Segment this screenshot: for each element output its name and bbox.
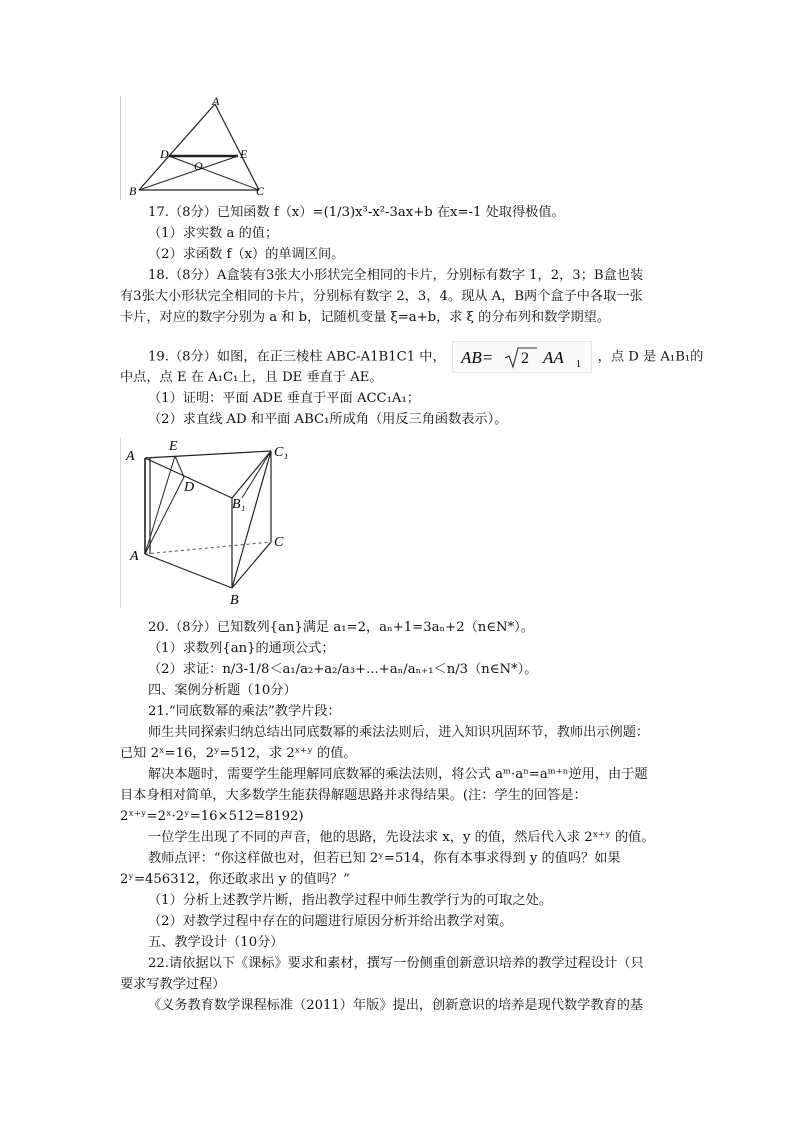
point-label-o: O bbox=[194, 159, 203, 173]
formula-sub: 1 bbox=[575, 359, 581, 370]
prism-figure bbox=[118, 436, 293, 608]
q17-part2: （2）求函数 f（x）的单调区间。 bbox=[148, 247, 345, 262]
triangle-figure bbox=[118, 92, 278, 200]
formula-root: 2 bbox=[520, 350, 529, 367]
q21-p2b: 目本身相对简单，大多数学生能获得解题思路并求得结果。(注：学生的回答是： bbox=[120, 788, 587, 803]
q18-line1: 18.（8分）A盒装有3张大小形状完全相同的卡片，分别标有数字 1，2，3；B盒也装 bbox=[148, 268, 644, 283]
q19-line2: 中点，点 E 在 A₁C₁上，且 DE 垂直于 AE。 bbox=[120, 370, 383, 385]
formula-rhs: AA bbox=[542, 348, 564, 367]
q21-p4a: 教师点评：“你这样做也对，但若已知 2ʸ=514，你有本事求得到 y 的值吗？如果 bbox=[148, 851, 621, 866]
q21-p4b: 2ʸ=456312，你还敢求出 y 的值吗？” bbox=[120, 872, 350, 887]
q17-part1: （1）求实数 a 的值； bbox=[148, 226, 279, 241]
q22-line2: 要求写教学过程） bbox=[120, 977, 226, 992]
q20-part2: （2）求证：n/3-1/8＜a₁/a₂+a₂/a₃+...+aₙ/aₙ₊₁＜n/3（n∈N*）。 bbox=[148, 662, 538, 677]
q19-part1: （1）证明：平面 ADE 垂直于平面 ACC₁A₁； bbox=[148, 391, 420, 406]
q19-stem-post: ，点 D 是 A₁B₁的 bbox=[597, 349, 704, 365]
q22-line3: 《义务教育数学课程标准（2011）年版》提出，创新意识的培养是现代数学教育的基 bbox=[148, 998, 644, 1013]
prism-label-a1: A bbox=[126, 449, 135, 464]
q21-part2: （2）对教学过程中存在的问题进行原因分析并给出教学对策。 bbox=[148, 914, 513, 929]
formula-lhs: AB= bbox=[460, 348, 493, 367]
section5-heading: 五、教学设计（10分） bbox=[148, 935, 284, 950]
point-label-b: B bbox=[129, 184, 137, 198]
point-label-c: C bbox=[256, 184, 265, 198]
q21-p1a: 师生共同探索归纳总结出同底数幂的乘法法则后，进入知识巩固环节，教师出示例题： bbox=[148, 725, 650, 740]
q20-part1: （1）求数列{an}的通项公式； bbox=[148, 641, 335, 656]
q19-stem-pre: 19.（8分）如图，在正三棱柱 ABC-A1B1C1 中， bbox=[148, 349, 446, 365]
q17-stem: 17.（8分）已知函数 f（x）=(1/3)x³-x²-3ax+b 在x=-1 处取得极值。 bbox=[148, 205, 565, 220]
point-label-a: A bbox=[212, 94, 220, 108]
q21-p3: 一位学生出现了不同的声音，他的思路，先设法求 x，y 的值，然后代入求 2ˣ⁺ʸ 的值。 bbox=[148, 830, 655, 845]
prism-label-a: A bbox=[130, 549, 139, 564]
q18-line3: 卡片，对应的数字分别为 a 和 b，记随机变量 ξ=a+b，求 ξ 的分布列和数学期望。 bbox=[120, 310, 611, 325]
q20-stem: 20.（8分）已知数列{an}满足 a₁=2，aₙ+1=3aₙ+2（n∈N*）。 bbox=[148, 620, 534, 635]
q18-line2: 有3张大小形状完全相同的卡片，分别标有数字 2，3，4。现从 A，B两个盒子中各取一张 bbox=[120, 289, 643, 304]
q19-part2: （2）求直线 AD 和平面 ABC₁所成角（用反三角函数表示）。 bbox=[148, 412, 508, 427]
q21-p2a: 解决本题时，需要学生能理解同底数幂的乘法法则，将公式 aᵐ·aⁿ=aᵐ⁺ⁿ逆用，由于题 bbox=[148, 767, 648, 782]
q19-formula-image bbox=[452, 341, 592, 373]
q22-line1: 22.请依据以下《课标》要求和素材，撰写一份侧重创新意识培养的教学过程设计（只 bbox=[148, 956, 644, 971]
prism-label-d: D bbox=[184, 480, 195, 495]
q21-title: 21.“同底数幂的乘法”教学片段： bbox=[148, 704, 341, 719]
prism-label-c1: C₁ bbox=[274, 445, 289, 460]
prism-label-b1: B₁ bbox=[232, 497, 246, 512]
prism-label-e: E bbox=[169, 439, 178, 454]
prism-label-b: B bbox=[230, 593, 239, 608]
point-label-d: D bbox=[160, 147, 169, 161]
point-label-e: E bbox=[240, 147, 248, 161]
q21-part1: （1）分析上述教学片断，指出教学过程中师生教学行为的可取之处。 bbox=[148, 893, 553, 908]
prism-label-c: C bbox=[274, 535, 284, 550]
q21-p1b: 已知 2ˣ=16，2ʸ=512，求 2ˣ⁺ʸ 的值。 bbox=[120, 746, 357, 761]
q21-p2c: 2ˣ⁺ʸ=2ˣ·2ʸ=16×512=8192) bbox=[120, 809, 304, 824]
section4-heading: 四、案例分析题（10分） bbox=[148, 683, 297, 698]
